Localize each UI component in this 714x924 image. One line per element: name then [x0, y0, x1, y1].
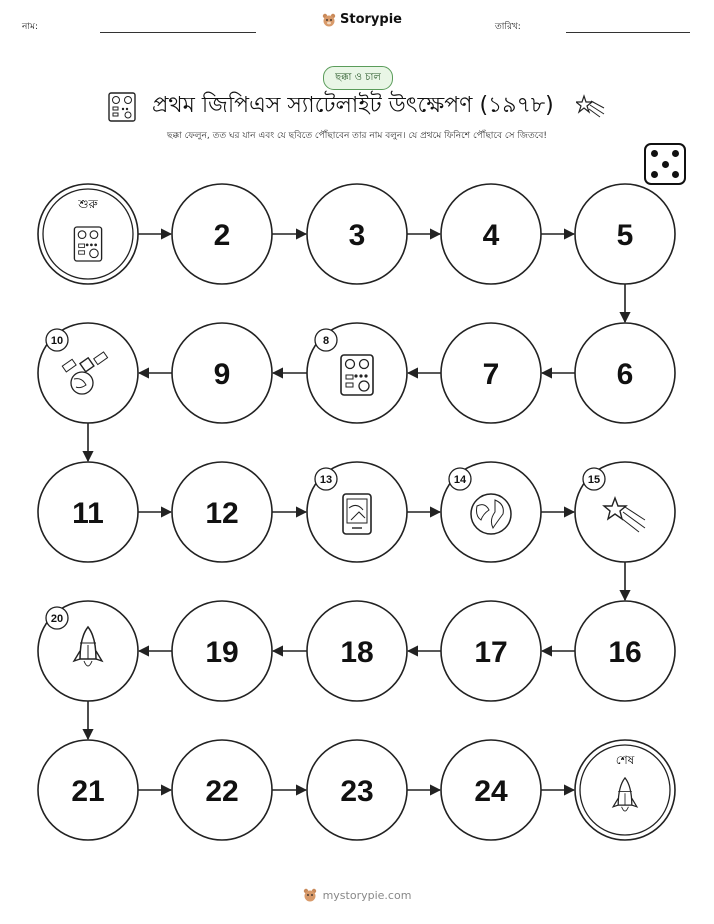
board-cell-11 [38, 462, 138, 562]
board-cell-12 [172, 462, 272, 562]
cell-number: 2 [213, 219, 231, 252]
date-label: তারিখ: [495, 22, 521, 32]
cell-number: 7 [482, 358, 500, 391]
board-cell-8 [307, 323, 407, 423]
board-cell-15 [575, 462, 675, 562]
svg-text:14: 14 [453, 474, 467, 486]
board-cell-2 [172, 184, 272, 284]
instructions: ছক্কা ফেলুন, তত ঘর যান এবং যে ছবিতে পৌঁছাবেন তার নাম বলুন। যে প্রথমে ফিনিশে পৌঁছাবে সে জিতবে! [167, 131, 547, 141]
board-cell-9 [172, 323, 272, 423]
board-cell-19 [172, 601, 272, 701]
cell-number: 16 [608, 636, 642, 669]
cell-number: 22 [205, 775, 239, 808]
cell-number-badge [46, 329, 68, 351]
start-label: শুরু [78, 197, 98, 211]
cell-number: 9 [213, 358, 231, 391]
board-cell-21 [38, 740, 138, 840]
board-cell-25 [575, 740, 675, 840]
board-cell-5 [575, 184, 675, 284]
svg-text:8: 8 [322, 335, 330, 347]
cell-number-badge [46, 607, 68, 629]
cell-number-badge [315, 468, 337, 490]
game-type-tag: ছক্কা ও চাল [323, 66, 393, 90]
cell-number: 24 [474, 775, 508, 808]
cell-number: 4 [482, 219, 500, 252]
board-cell-6 [575, 323, 675, 423]
svg-text:20: 20 [50, 613, 64, 625]
cell-number-badge [449, 468, 471, 490]
svg-text:15: 15 [587, 474, 601, 486]
svg-text:13: 13 [319, 474, 333, 486]
brand-name: Storypie [340, 12, 402, 27]
cell-number: 6 [616, 358, 634, 391]
cell-number: 11 [72, 497, 104, 530]
board-cell-7 [441, 323, 541, 423]
board-cell-4 [441, 184, 541, 284]
board-cell-16 [575, 601, 675, 701]
end-label: শেষ [615, 753, 635, 767]
board-cell-18 [307, 601, 407, 701]
board-cell-1 [38, 184, 138, 284]
board-cell-22 [172, 740, 272, 840]
cell-number: 3 [348, 219, 366, 252]
board-cell-17 [441, 601, 541, 701]
name-label: নাম: [22, 22, 39, 32]
cell-number: 5 [616, 219, 634, 252]
bear-icon [303, 888, 317, 902]
cell-number: 19 [205, 636, 239, 669]
cell-number: 23 [340, 775, 374, 808]
cell-number: 21 [71, 775, 105, 808]
board-cell-24 [441, 740, 541, 840]
footer [0, 888, 714, 902]
page-title: প্রথম জিপিএস স্যাটেলাইট উৎক্ষেপণ (১৯৭৮) [152, 93, 554, 118]
cell-number: 18 [340, 636, 374, 669]
svg-text:10: 10 [50, 335, 64, 347]
cell-number-badge [315, 329, 337, 351]
board-cell-20 [38, 601, 138, 701]
board-cell-13 [307, 462, 407, 562]
board-cell-10 [38, 323, 138, 423]
footer-url: mystorypie.com [322, 888, 412, 902]
cell-number: 12 [205, 497, 239, 530]
cell-number: 17 [474, 636, 508, 669]
board-cell-3 [307, 184, 407, 284]
board-cell-14 [441, 462, 541, 562]
board-cell-23 [307, 740, 407, 840]
cell-number-badge [583, 468, 605, 490]
